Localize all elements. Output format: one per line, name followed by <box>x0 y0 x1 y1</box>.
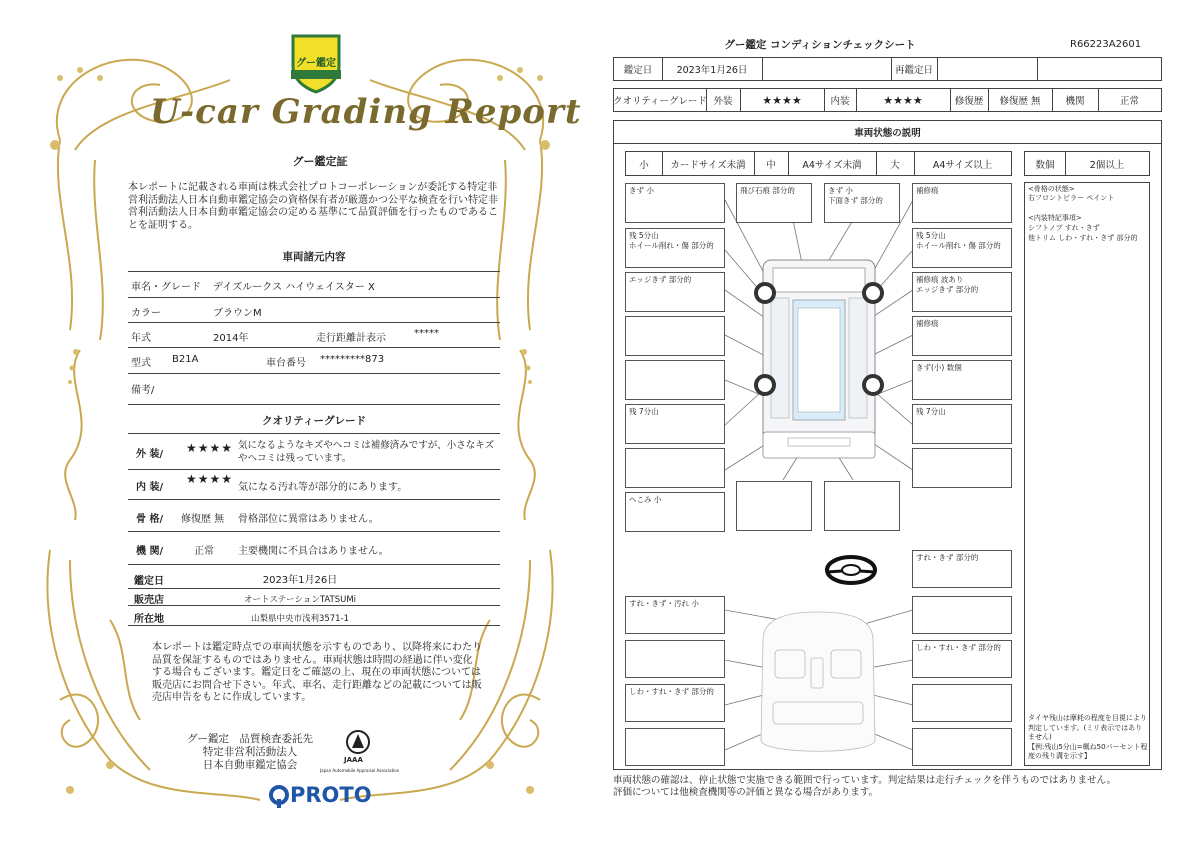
issuer-line: 日本自動車鑑定協会 <box>202 759 298 771</box>
notes-panel <box>1024 182 1150 766</box>
divider <box>128 605 500 606</box>
condition-box <box>625 728 725 766</box>
divider <box>128 469 500 470</box>
legend-medium: 中 <box>766 159 776 171</box>
certificate-subtitle: グー鑑定証 <box>292 155 348 168</box>
legend-small-desc: カードサイズ未満 <box>670 159 746 171</box>
steering-wheel-icon <box>827 557 875 583</box>
condition-box: 補修痕 <box>912 183 1012 223</box>
issuer-line: グー鑑定 品質検査委託先 <box>187 733 313 745</box>
divider <box>128 564 500 565</box>
divider <box>128 531 500 532</box>
jaaa-subtitle: Japan Automobile Appraisal Association <box>320 768 400 773</box>
condition-box: へこみ 小 <box>625 492 725 532</box>
condition-box: しわ・すれ・きず 部分的 <box>912 640 1012 678</box>
size-legend <box>625 151 1012 176</box>
issuer <box>160 733 340 772</box>
year-label: 年式 <box>131 333 151 344</box>
condition-box <box>912 684 1012 722</box>
goo-kantei-logo <box>287 32 345 94</box>
car-interior-view <box>761 612 875 751</box>
condition-box: きず(小) 数個 <box>912 360 1012 400</box>
condition-box: 残 5分山 ホイール削れ・傷 部分的 <box>912 228 1012 268</box>
footer-note: 評価については他検査機関等の評価と異なる場合があります。 <box>613 787 879 798</box>
footer-note: 車両状態の確認は、停止状態で実施できる範囲で行っています。判定結果は走行チェックを伴うものではありません。 <box>613 775 1117 786</box>
engine-label: 機 関/ <box>136 546 164 557</box>
appraisal-date-value: 2023年1月26日 <box>676 65 748 76</box>
repair-label: 修復歴 <box>954 96 984 107</box>
model-label: 型式 <box>131 358 151 369</box>
model-value: B21A <box>172 354 199 365</box>
grade-row <box>613 88 1162 112</box>
legend-count-desc: 2個以上 <box>1089 159 1125 171</box>
report-title: U-car Grading Report <box>150 92 582 132</box>
proto-mark-icon <box>268 785 290 809</box>
name-label: 車名・グレード <box>131 282 201 293</box>
legend-count: 数個 <box>1035 159 1055 171</box>
name-value: デイズルークス ハイウェイスター X <box>213 282 375 293</box>
reappraisal-label: 再鑑定日 <box>894 65 933 76</box>
divider <box>128 433 500 434</box>
jaaa-label: JAAA <box>344 756 363 764</box>
frame-text: 骨格部位に異常はありません。 <box>238 514 379 525</box>
date-label: 鑑定日 <box>134 576 164 587</box>
condition-box: 補修痕 波あり エッジきず 部分的 <box>912 272 1012 312</box>
spec-heading: 車両諸元内容 <box>282 251 346 263</box>
date-value: 2023年1月26日 <box>262 575 338 586</box>
remarks-label: 備考/ <box>131 385 155 396</box>
appraisal-date-label: 鑑定日 <box>623 65 653 76</box>
mileage-label: 走行距離計表示 <box>316 333 386 344</box>
interior-notes-text: シフトノブ すれ・きず <box>1028 224 1100 232</box>
condition-box: しわ・すれ・きず 部分的 <box>625 684 725 722</box>
condition-box <box>912 728 1012 766</box>
count-legend <box>1024 151 1150 176</box>
shop-label: 販売店 <box>134 595 164 606</box>
legend-small: 小 <box>639 159 649 171</box>
condition-box: 残 5分山 ホイール削れ・傷 部分的 <box>625 228 725 268</box>
date-row <box>613 57 1162 81</box>
legend-medium-desc: A4サイズ未満 <box>802 159 862 171</box>
engine-label: 機関 <box>1065 96 1085 107</box>
year-value: 2014年 <box>213 333 249 344</box>
condition-box: エッジきず 部分的 <box>625 272 725 312</box>
condition-box <box>625 448 725 488</box>
interior-text: 気になる汚れ等が部分的にあります。 <box>238 482 408 493</box>
legend-large: 大 <box>890 159 900 171</box>
divider <box>128 625 500 626</box>
chassis-label: 車台番号 <box>266 358 306 369</box>
certificate-intro: 本レポートに記載される車両は株式会社プロトコーポレーションが委託する特定非営利活動法人日本自動車鑑定協会の資格保有者が厳選かつ公平な検査を行い特定非営利活動法人日本自動車鑑定協会の定める基準にて品質評価を行ったものであることを証明する。 <box>128 182 498 231</box>
address-value: 山梨県中央市浅利3571-1 <box>250 614 350 624</box>
frame-notes-heading: <骨格の状態> <box>1028 185 1075 193</box>
divider <box>128 404 500 405</box>
condition-box <box>625 316 725 356</box>
sheet-title: グー鑑定 コンディションチェックシート <box>724 39 916 51</box>
address-label: 所在地 <box>134 614 164 625</box>
exterior-label: 外装 <box>713 96 733 107</box>
divider <box>128 499 500 500</box>
condition-box <box>736 481 812 531</box>
sheet-id: R66223A2601 <box>1070 39 1142 50</box>
interior-stars: ★★★★ <box>186 472 234 486</box>
proto-logo-text: PROTO <box>290 783 372 807</box>
condition-box: 飛び石痕 部分的 <box>736 183 812 223</box>
logo-text: グー鑑定 <box>296 58 336 69</box>
engine-text: 主要機関に不具合はありません。 <box>238 546 389 557</box>
interior-notes-heading: <内装特記事項> <box>1028 214 1082 222</box>
divider <box>128 297 500 298</box>
grade-label: クオリティーグレード <box>612 96 708 107</box>
frame-notes-text: 右フロントピラー ペイント <box>1028 194 1115 202</box>
condition-box <box>625 640 725 678</box>
condition-box: 残 7分山 <box>625 404 725 444</box>
interior-label: 内 装/ <box>136 482 164 493</box>
issuer-line: 特定非営利活動法人 <box>202 746 298 758</box>
condition-box: 補修痕 <box>912 316 1012 356</box>
frame-label: 骨 格/ <box>136 514 164 525</box>
frame-value: 修復歴 無 <box>181 514 225 525</box>
tire-note: タイヤ残山は摩耗の程度を目視により判定しています。(ミリ表示ではありません) 【例:残山5分山=概ね50パーセント程度の残り溝を示す】 <box>1028 714 1148 760</box>
condition-box <box>625 360 725 400</box>
disclaimer-note: 本レポートは鑑定時点での車両状態を示すものであり、以降将来にわたり品質を保証するものではありません。車両状態は時間の経過に伴い変化する場合もございます。鑑定日をご確認の上、現在の車両状態については販売店にお問合せ下さい。年式、車名、走行距離などの記載については販売店申告をもとに作成しています。 <box>152 642 482 703</box>
exterior-stars: ★★★★ <box>186 441 234 455</box>
engine-value: 正常 <box>1119 96 1139 107</box>
quality-heading: クオリティーグレード <box>262 415 366 427</box>
engine-value: 正常 <box>194 546 214 557</box>
exterior-text: 気になるようなキズやヘコミは補修済みですが、小さなキズやヘコミは残っています。 <box>238 440 495 464</box>
legend-large-desc: A4サイズ以上 <box>932 159 993 171</box>
condition-heading: 車両状態の説明 <box>854 128 921 139</box>
chassis-value: *********873 <box>320 354 385 365</box>
divider <box>128 588 500 589</box>
exterior-stars: ★★★★ <box>762 93 802 107</box>
condition-box: すれ・きず・汚れ 小 <box>625 596 725 634</box>
exterior-label: 外 装/ <box>136 449 164 460</box>
condition-box <box>912 596 1012 634</box>
jaaa-logo <box>320 728 400 780</box>
jaaa-emblem-icon <box>336 728 400 758</box>
repair-value: 修復歴 無 <box>999 96 1041 107</box>
divider <box>128 322 500 323</box>
proto-logo <box>268 783 378 811</box>
condition-box: きず 小 下面きず 部分的 <box>824 183 900 223</box>
mileage-value: ***** <box>414 328 439 339</box>
divider <box>128 373 500 374</box>
interior-label: 内装 <box>830 96 850 107</box>
condition-box: きず 小 <box>625 183 725 223</box>
condition-box <box>912 448 1012 488</box>
shop-value: オートステーションTATSUMi <box>243 595 357 605</box>
condition-box <box>824 481 900 531</box>
color-label: カラー <box>131 308 161 319</box>
condition-box: すれ・きず 部分的 <box>912 550 1012 588</box>
color-value: ブラウンM <box>213 308 262 319</box>
interior-notes-text: 他トリム しわ・すれ・きず 部分的 <box>1028 234 1138 242</box>
divider <box>128 271 500 272</box>
divider <box>128 347 500 348</box>
interior-stars: ★★★★ <box>883 93 923 107</box>
condition-box: 残 7分山 <box>912 404 1012 444</box>
car-top-view <box>756 260 882 458</box>
